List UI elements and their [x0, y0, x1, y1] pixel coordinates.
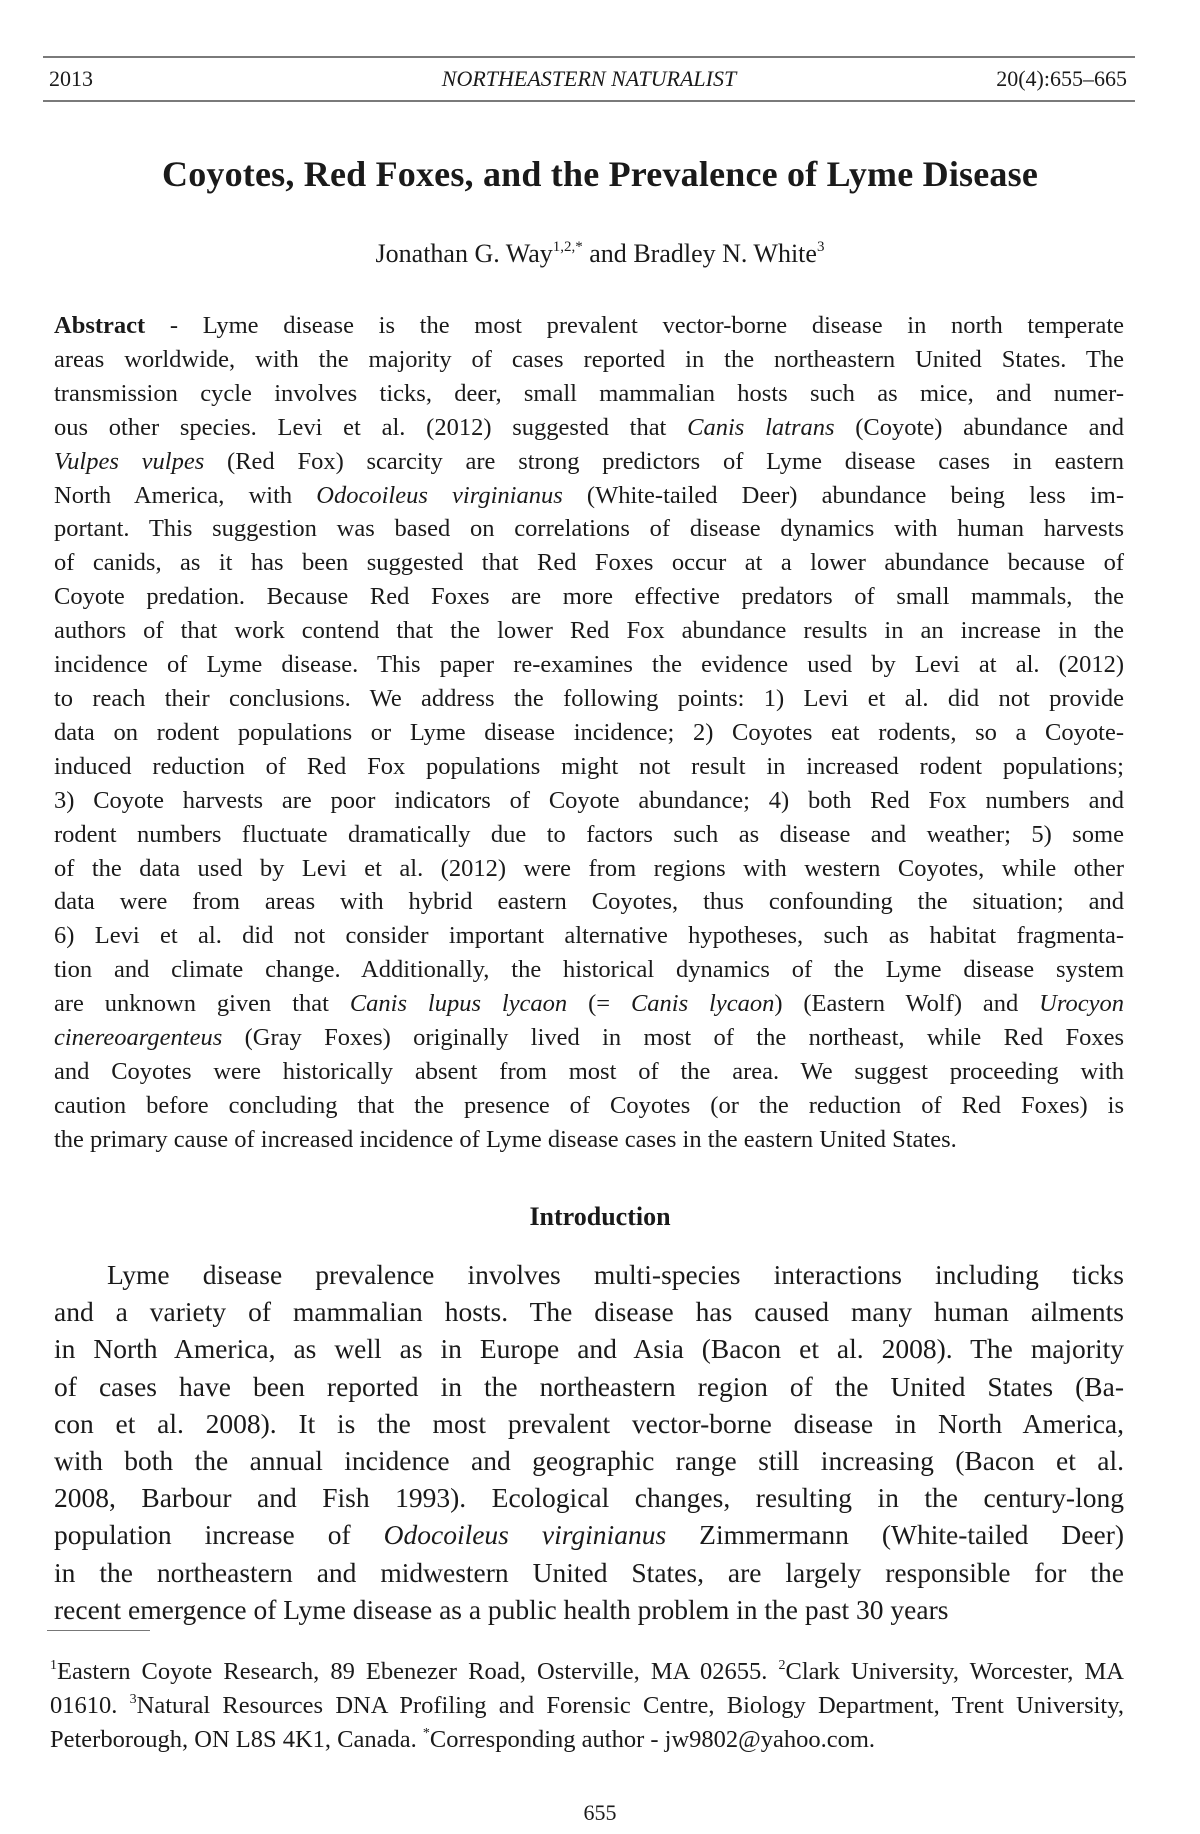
text-run: are unknown given that	[54, 990, 350, 1018]
text-run: in North America, as well as in Europe and Asia (Bacon et al. 2008). The majority	[54, 1333, 1124, 1365]
text-run: caution before concluding that the presence of Coyotes (or the reduction of Red Foxes) is	[54, 1091, 1124, 1119]
footnote-mark: 2	[778, 1658, 786, 1673]
text-run: portant. This suggestion was based on correlations of disease dynamics with human harvests	[54, 515, 1124, 543]
species-name: Urocyon	[1039, 990, 1124, 1018]
footnote-affiliation-2: Clark University, Worcester, MA 01610.	[50, 1658, 1124, 1719]
text-run: tion and climate change. Additionally, the historical dynamics of the Lyme disease system	[54, 956, 1124, 984]
text-run: con et al. 2008). It is the most prevalent vector-borne disease in North America,	[54, 1407, 1124, 1439]
paper-title: Coyotes, Red Foxes, and the Prevalence of Lyme Disease	[162, 154, 1038, 194]
author-affiliation-marks: 3	[816, 239, 825, 255]
text-run: (Gray Foxes) originally lived in most of the northeast, while Red Foxes	[222, 1024, 1124, 1052]
text-run: authors of that work contend that the lower Red Fox abundance results in an increase in the	[54, 617, 1124, 645]
species-name: Odocoileus virginianus	[316, 481, 563, 509]
text-run: population increase of	[54, 1519, 384, 1551]
text-line	[54, 716, 1124, 750]
footnote-mark: *	[422, 1726, 430, 1741]
text-line	[54, 1330, 1124, 1367]
text-run: areas worldwide, with the majority of cases reported in the northeastern United States. The	[54, 345, 1124, 373]
text-run: (=	[567, 990, 631, 1018]
text-line	[54, 1405, 1124, 1442]
species-name: Vulpes vulpes	[54, 447, 205, 475]
footnote-affiliation-1: Eastern Coyote Research, 89 Ebenezer Road, Osterville, MA 02655.	[57, 1658, 779, 1685]
text-line	[54, 479, 1124, 513]
species-name: Canis lupus lycaon	[349, 990, 568, 1018]
page-number: 655	[583, 1800, 617, 1825]
text-run: Coyote predation. Because Red Foxes are more effective predators of small mammals, the	[54, 583, 1124, 611]
author-name: Bradley N. White	[633, 239, 817, 268]
text-line	[54, 411, 1124, 445]
text-run: the primary cause of increased incidence of Lyme disease cases in the eastern United States.	[54, 1125, 957, 1153]
text-run: of cases have been reported in the northeastern region of the United States (Ba-	[54, 1370, 1124, 1402]
abstract-label: Abstract	[54, 312, 146, 339]
text-line	[54, 1089, 1124, 1123]
text-run: and Coyotes were historically absent from most of the area. We suggest proceeding with	[54, 1057, 1124, 1085]
text-run: and a variety of mammalian hosts. The disease has caused many human ailments	[54, 1296, 1124, 1328]
text-line	[54, 1554, 1124, 1591]
text-line	[54, 784, 1124, 818]
text-run: with both the annual incidence and geographic range still increasing (Bacon et al.	[54, 1445, 1124, 1477]
text-line	[54, 1256, 1124, 1293]
species-name: Canis lycaon	[630, 990, 775, 1018]
text-run: recent emergence of Lyme disease as a public health problem in the past 30 years	[54, 1593, 949, 1625]
footnote-affiliation-3: Natural Resources DNA Profiling and Forensic Centre, Biology Department, Trent University, Peterborough, ON L8S 4K1, Canada.	[50, 1692, 1125, 1753]
species-name: Odocoileus virginianus	[383, 1519, 667, 1551]
text-line	[54, 1479, 1124, 1516]
text-line	[54, 1123, 1124, 1157]
text-line	[54, 512, 1124, 546]
footnote-divider	[47, 1630, 150, 1631]
text-line	[54, 309, 1124, 343]
text-line	[54, 1021, 1124, 1055]
text-line	[54, 953, 1124, 987]
text-run: 6) Levi et al. did not consider important alternative hypotheses, such as habitat fragmenta-	[54, 922, 1124, 950]
text-run: data on rodent populations or Lyme disease incidence; 2) Coyotes eat rodents, so a Coyote-	[54, 718, 1124, 746]
author-line	[0, 238, 1200, 270]
introduction-paragraph	[54, 1256, 1124, 1628]
text-line	[54, 885, 1124, 919]
running-head-volume-pages: 20(4):655–665	[996, 66, 1127, 91]
text-line	[54, 682, 1124, 716]
text-run: of the data used by Levi et al. (2012) were from regions with western Coyotes, while other	[54, 854, 1124, 882]
running-head-journal: NORTHEASTERN NATURALIST	[441, 66, 737, 91]
text-line	[54, 1591, 1124, 1628]
text-run: 3) Coyote harvests are poor indicators of Coyote abundance; 4) both Red Fox numbers and	[54, 786, 1124, 814]
text-run: in the northeastern and midwestern United States, are largely responsible for the	[54, 1556, 1124, 1588]
text-line	[54, 1442, 1124, 1479]
text-line	[54, 1293, 1124, 1330]
text-run: ous other species. Levi et al. (2012) suggested that	[54, 413, 688, 441]
text-run: ) (Eastern Wolf) and	[774, 990, 1040, 1018]
text-line	[54, 614, 1124, 648]
text-run: Lyme disease prevalence involves multi-species interactions including ticks	[107, 1259, 1124, 1290]
footnote-mark: 3	[129, 1692, 137, 1707]
text-line	[54, 377, 1124, 411]
author-affiliation-marks: 1,2,*	[552, 239, 583, 255]
text-line	[54, 580, 1124, 614]
text-line	[54, 818, 1124, 852]
text-run: - Lyme disease is the most prevalent vector-borne disease in north temperate	[145, 312, 1124, 339]
text-line	[54, 445, 1124, 479]
text-run: rodent numbers fluctuate dramatically due to factors such as disease and weather; 5) some	[54, 820, 1124, 848]
section-heading-introduction: Introduction	[529, 1202, 671, 1231]
text-line	[54, 546, 1124, 580]
text-line	[54, 919, 1124, 953]
text-run: (White-tailed Deer) abundance being less im-	[562, 481, 1124, 509]
text-run: induced reduction of Red Fox populations might not result in increased rodent populations;	[54, 752, 1124, 780]
author-name: Jonathan G. Way	[375, 239, 553, 268]
text-line	[54, 1516, 1124, 1553]
author-conjunction: and	[582, 239, 634, 268]
text-line	[54, 750, 1124, 784]
text-run: 2008, Barbour and Fish 1993). Ecological changes, resulting in the century-long	[54, 1482, 1124, 1514]
text-line	[54, 987, 1124, 1021]
species-name: Canis latrans	[687, 413, 835, 441]
text-run: data were from areas with hybrid eastern Coyotes, thus confounding the situation; and	[54, 888, 1124, 916]
text-run: North America, with	[54, 481, 317, 509]
text-run: to reach their conclusions. We address the following points: 1) Levi et al. did not provide	[54, 684, 1124, 712]
text-line	[54, 1055, 1124, 1089]
text-line	[54, 648, 1124, 682]
text-line	[54, 1368, 1124, 1405]
footnote-mark: 1	[50, 1658, 57, 1673]
text-run: Zimmermann (White-tailed Deer)	[666, 1519, 1125, 1551]
running-head	[43, 56, 1135, 102]
text-line	[54, 852, 1124, 886]
text-run: of canids, as it has been suggested that Red Foxes occur at a lower abundance because of	[54, 549, 1124, 577]
text-line	[54, 343, 1124, 377]
text-run: (Coyote) abundance and	[834, 413, 1124, 441]
text-run: transmission cycle involves ticks, deer, small mammalian hosts such as mice, and numer-	[54, 379, 1124, 407]
species-name: cinereoargenteus	[54, 1024, 223, 1052]
running-head-year: 2013	[49, 66, 93, 91]
footnotes	[50, 1655, 1124, 1757]
footnote-corresponding-author: Corresponding author - jw9802@yahoo.com.	[429, 1726, 876, 1753]
text-run: (Red Fox) scarcity are strong predictors of Lyme disease cases in eastern	[204, 447, 1124, 475]
text-run: incidence of Lyme disease. This paper re-examines the evidence used by Levi at al. (2012)	[54, 651, 1124, 679]
abstract	[54, 309, 1124, 1157]
